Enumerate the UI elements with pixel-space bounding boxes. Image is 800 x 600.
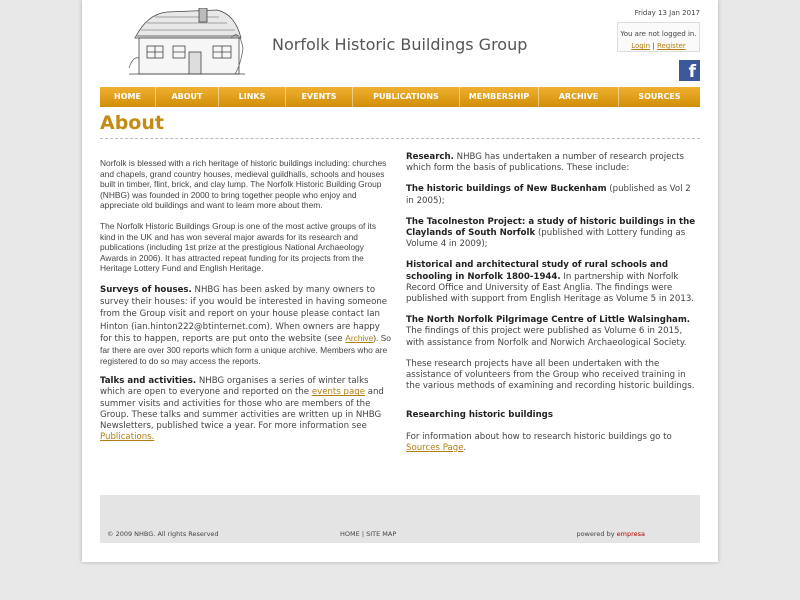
surveys-heading: Surveys of houses.: [100, 284, 192, 295]
surveys-paragraph: [100, 284, 392, 366]
research-paragraph: [406, 152, 700, 174]
site-title: Norfolk Historic Buildings Group: [272, 35, 528, 54]
talks-rest: and summer visits and activities for those who are members of the Group. These talks and summer activities are written up in NHBG Newsletters, published twice a year. For more information see: [100, 387, 384, 431]
surveys-rest: ). So far there are over 300 reports which form a unique archive. Members who are registered to do so may access the reports.: [100, 332, 391, 366]
research-intro: NHBG has undertaken a number of research projects which form the basis of publications. These include:: [406, 152, 685, 174]
researching-end: .: [463, 442, 467, 453]
right-column: [406, 152, 700, 464]
nav-item-home[interactable]: HOME: [100, 87, 156, 107]
powered-text: powered by: [576, 530, 617, 538]
cottage-logo-image[interactable]: [127, 8, 247, 80]
footer-separator: |: [361, 530, 365, 538]
nav-item-events[interactable]: EVENTS: [286, 87, 353, 107]
talks-paragraph: [100, 376, 392, 443]
register-link[interactable]: Register: [656, 42, 686, 50]
archive-link[interactable]: Archive: [345, 332, 374, 343]
research-item: [406, 315, 700, 349]
events-page-link[interactable]: events page: [311, 387, 365, 398]
sources-page-link[interactable]: Sources Page: [406, 442, 464, 453]
current-date: Friday 13 Jan 2017: [634, 9, 700, 17]
footer-home-link[interactable]: HOME: [340, 530, 360, 538]
research-heading: Research.: [406, 152, 454, 162]
research-item-title: The historic buildings of New Buckenham: [406, 184, 607, 195]
footer-links: [340, 530, 396, 538]
surveys-intro: NHBG has been asked by many owners to survey their houses: if you would be interested in having someone from the Group visit and report on your house please contact Ian Hinton (ian.hinton222@btinternet.com). When owners are happy for this to happen, reports are put onto the website (see: [100, 284, 388, 344]
title-divider: [100, 138, 700, 139]
research-item-title: Historical and architectural study of rural schools and schooling in Norfolk 1800-1944.: [406, 260, 669, 282]
powered-by: [576, 530, 645, 538]
facebook-icon[interactable]: [679, 60, 700, 81]
research-item-title: The Tacolneston Project: a study of historic buildings in the Claylands of South Norfolk: [406, 216, 696, 239]
research-item-text: In partnership with Norfolk Record Office and University of East Anglia. The findings were published with support from English Heritage as Volume 5 in 2013.: [406, 271, 695, 305]
researching-text: For information about how to research historic buildings go to: [406, 431, 672, 442]
publications-link[interactable]: Publications.: [100, 432, 155, 443]
researching-heading: [406, 410, 700, 421]
talks-heading: Talks and activities.: [100, 376, 197, 387]
researching-paragraph: [406, 432, 700, 454]
nav-item-archive[interactable]: ARCHIVE: [539, 87, 619, 107]
talks-intro: NHBG organises a series of winter talks which are open to everyone and reported on the: [100, 376, 369, 398]
footer: [100, 495, 700, 543]
copyright-text: © 2009 NHBG. All rights Reserved: [107, 530, 219, 538]
awards-paragraph: The Norfolk Historic Buildings Group is one of the most active groups of its kind in the UK and has won several major awards for its research and publications (including 1st prize at the prestigious National Archaeology Awards in 2006). It has attracted repeat funding for its projects from the Heritage Lottery Fund and English Heritage.: [100, 220, 377, 274]
facebook-glyph: f: [688, 62, 696, 81]
research-item-text: (published with Lottery funding as Volume 4 in 2009);: [406, 228, 686, 250]
footer-sitemap-link[interactable]: SITE MAP: [366, 530, 397, 538]
nav-item-publications[interactable]: PUBLICATIONS: [353, 87, 460, 107]
login-status: You are not logged in.: [620, 30, 697, 38]
intro-paragraph: Norfolk is blessed with a rich heritage of historic buildings including: churches and chapels, grand country houses, medieval guildhalls, schools and houses built in timber, flint, brick, and clay lump. The Norfolk Historic Building Group (NHBG) was founded in 2000 to bring together people who enjoy and appreciate old buildings and want to learn more about them.: [100, 158, 387, 211]
page-title: About: [100, 112, 164, 134]
login-box: [617, 22, 700, 52]
main-nav: [100, 87, 700, 107]
login-link[interactable]: Login: [631, 42, 651, 50]
login-separator: |: [652, 42, 655, 50]
research-item-title: The North Norfolk Pilgrimage Centre of Little Walsingham.: [406, 315, 691, 326]
powered-brand-link[interactable]: empresa: [616, 530, 645, 538]
nav-item-links[interactable]: LINKS: [219, 87, 286, 107]
research-item-text: The findings of this project were published as Volume 6 in 2015, with assistance from Norfolk and Norwich Archaeological Society.: [406, 326, 687, 348]
research-item: [406, 184, 700, 206]
research-closing: These research projects have all been undertaken with the assistance of volunteers from the Group who received training in the various methods of examining and recording historic buildings.: [406, 358, 695, 392]
nav-item-membership[interactable]: MEMBERSHIP: [460, 87, 539, 107]
researching-heading-text: Researching historic buildings: [406, 410, 553, 421]
page-container: [82, 0, 718, 562]
research-item: [406, 260, 700, 305]
left-column: [100, 158, 392, 453]
nav-item-sources[interactable]: SOURCES: [638, 92, 681, 101]
research-item: [406, 217, 700, 251]
research-item-text: (published as Vol 2 in 2005);: [406, 184, 691, 206]
nav-item-about[interactable]: ABOUT: [156, 87, 219, 107]
